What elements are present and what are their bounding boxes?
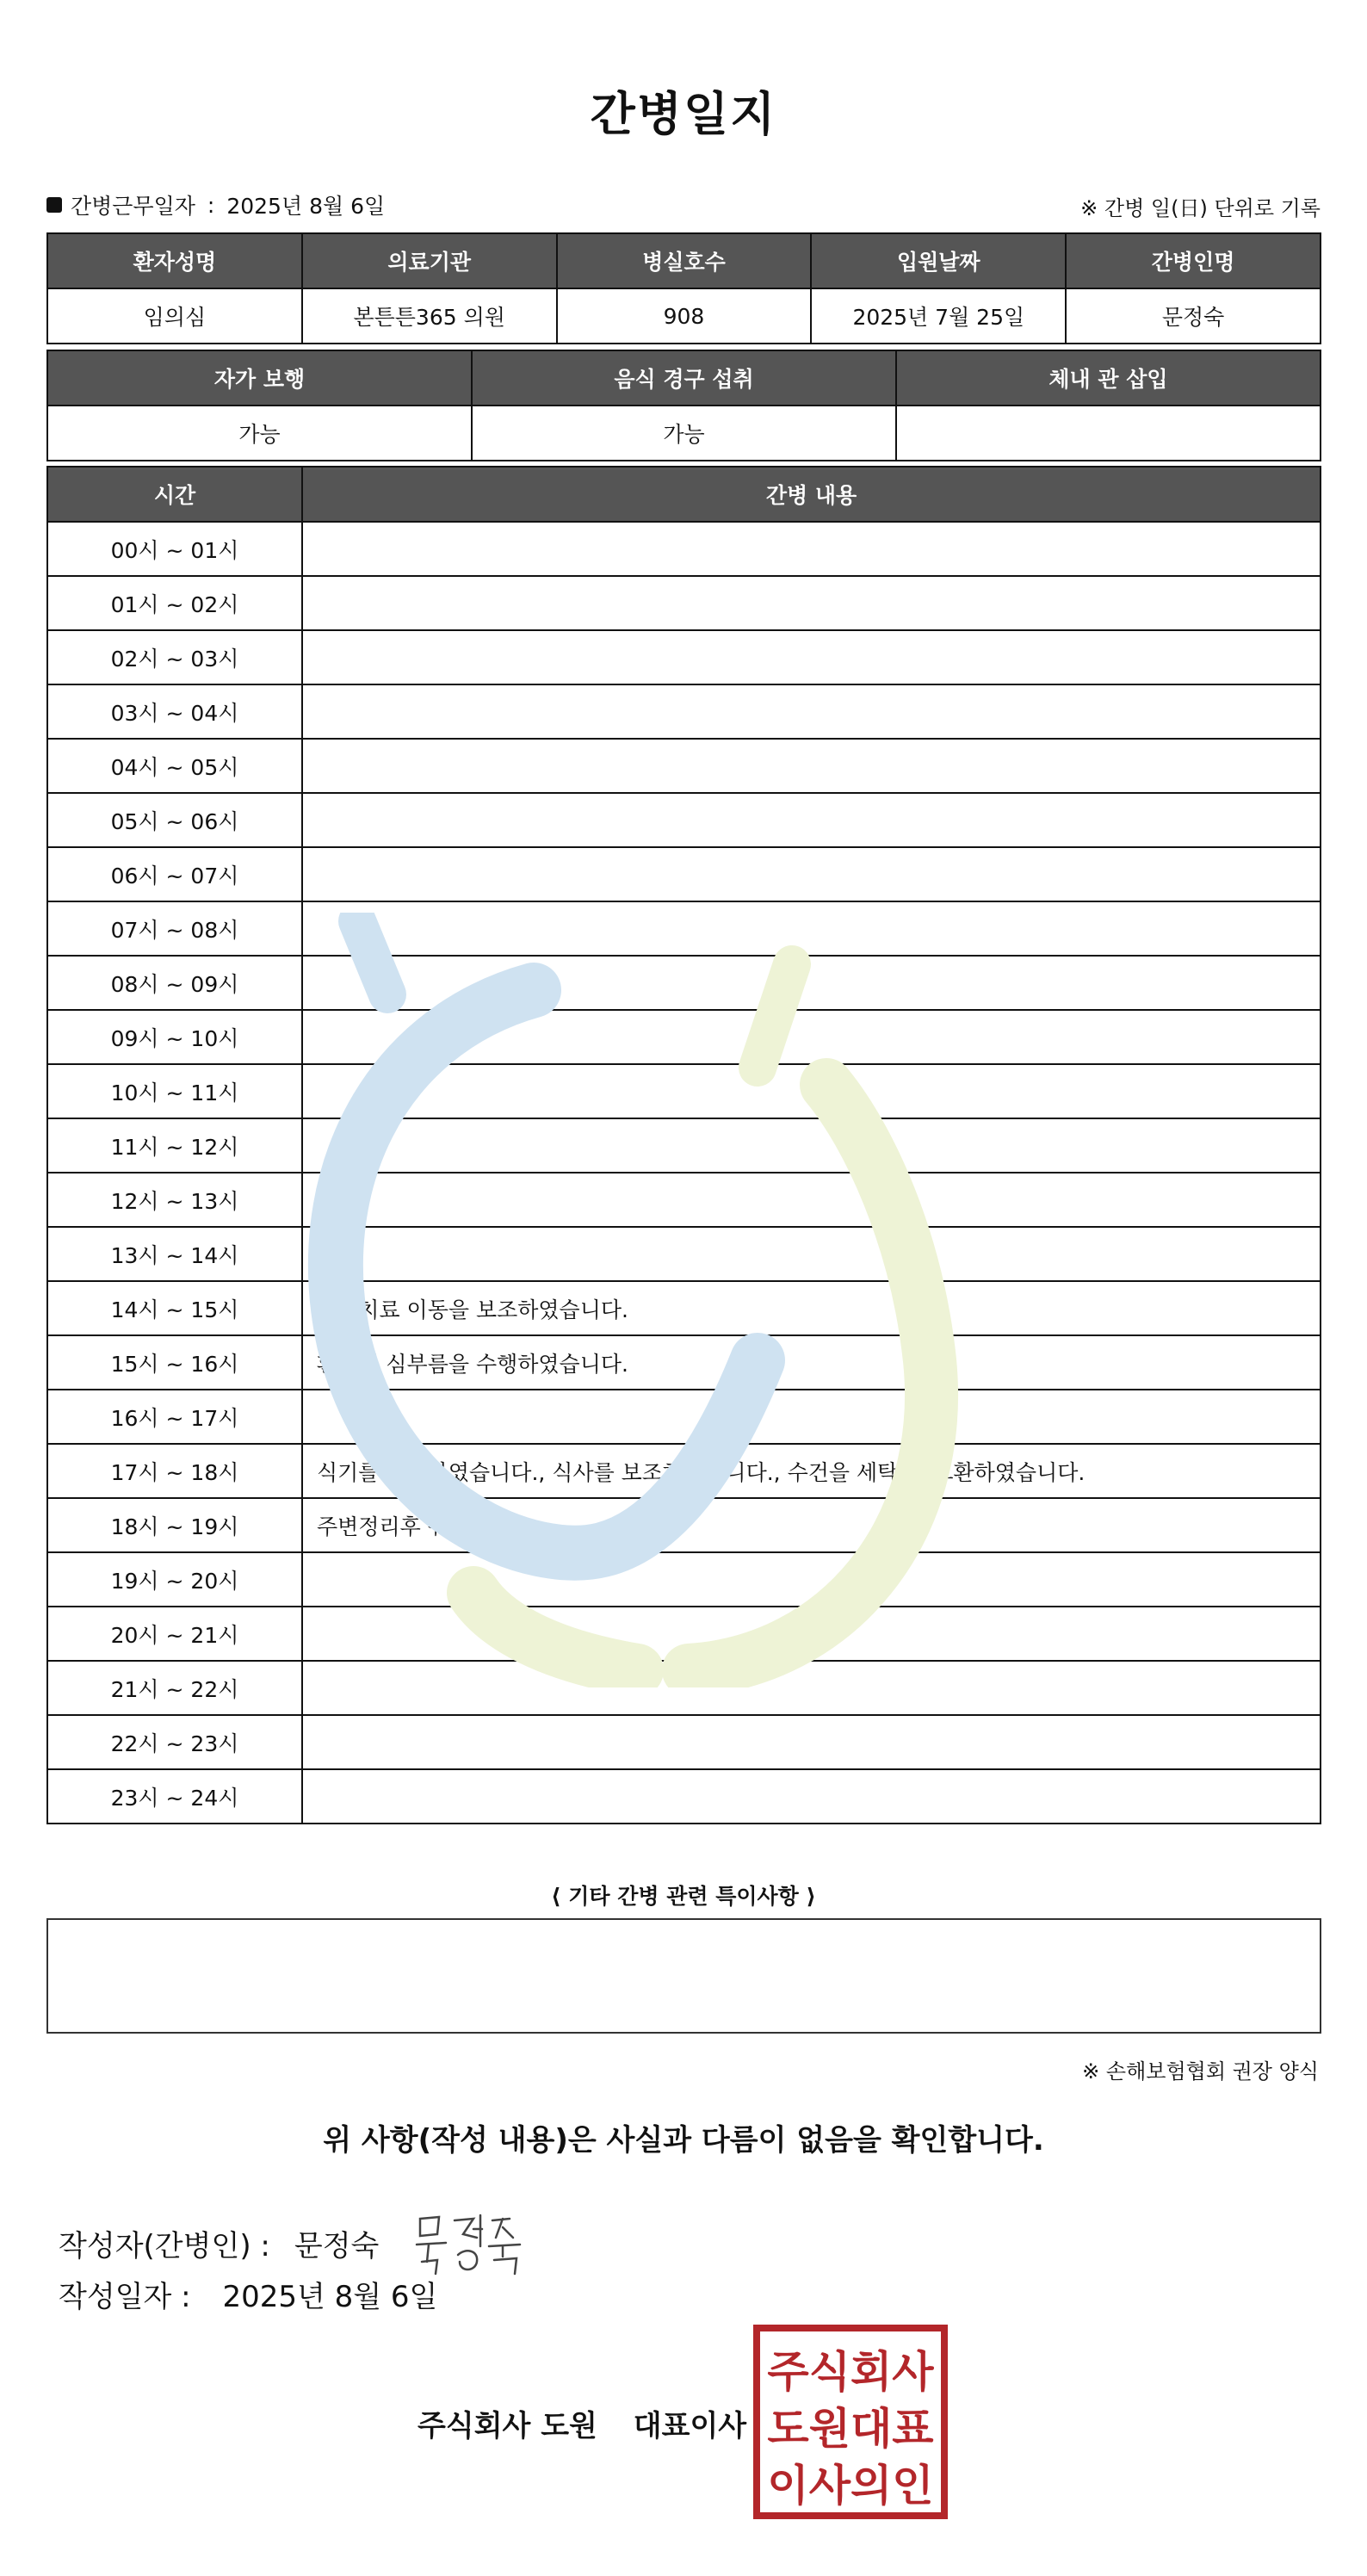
care-content: 환자의 심부름을 수행하였습니다.: [302, 1335, 1321, 1390]
seal-text-line: 도원대표: [767, 2404, 934, 2454]
work-date-label: 간병근무일자: [71, 194, 195, 219]
company-signoff: [418, 2402, 746, 2444]
time-slot: 20시 ~ 21시: [47, 1607, 302, 1661]
write-date-value: 2025년 8월 6일: [222, 2280, 438, 2314]
time-slot: 05시 ~ 06시: [47, 793, 302, 847]
seal-text-line: 주식회사: [767, 2347, 934, 2397]
time-slot: 16시 ~ 17시: [47, 1390, 302, 1444]
table-row: [47, 739, 1321, 793]
time-slot: 01시 ~ 02시: [47, 576, 302, 630]
time-slot: 08시 ~ 09시: [47, 956, 302, 1010]
table-row: [47, 1498, 1321, 1552]
table-row: [47, 847, 1321, 901]
header-room: 병실호수: [557, 233, 812, 288]
care-content: 식기를 반납하였습니다., 식사를 보조하였습니다., 수건을 세탁 후 교환하였습니다.: [302, 1444, 1321, 1498]
header-time: 시간: [47, 467, 302, 522]
time-slot: 13시 ~ 14시: [47, 1227, 302, 1281]
care-content: [302, 739, 1321, 793]
time-slot: 04시 ~ 05시: [47, 739, 302, 793]
work-date-value: 2025년 8월 6일: [226, 194, 386, 219]
hospital-name: 본튼튼365 의원: [302, 288, 557, 344]
care-content: [302, 1552, 1321, 1607]
confirmation-statement: 위 사항(작성 내용)은 사실과 다름이 없음을 확인합니다.: [323, 2123, 1044, 2158]
table-row: [47, 901, 1321, 956]
time-slot: 18시 ~ 19시: [47, 1498, 302, 1552]
care-content: [302, 522, 1321, 576]
info-row: [46, 189, 1321, 224]
table-row: [47, 1281, 1321, 1335]
header-self-walking: 자가 보행: [47, 350, 472, 406]
writer-name: 문정숙: [294, 2228, 380, 2263]
self-walking-value: 가능: [47, 406, 472, 461]
table-row: [47, 522, 1321, 576]
header-hospital: 의료기관: [302, 233, 557, 288]
care-content: 물리치료 이동을 보조하였습니다.: [302, 1281, 1321, 1335]
care-content: [302, 1390, 1321, 1444]
care-content: [302, 956, 1321, 1010]
remarks-title: ⟨ 기타 간병 관련 특이사항 ⟩: [551, 1884, 816, 1909]
time-slot: 15시 ~ 16시: [47, 1335, 302, 1390]
header-oral-intake: 음식 경구 섭취: [472, 350, 896, 406]
care-content: [302, 1715, 1321, 1769]
time-slot: 17시 ~ 18시: [47, 1444, 302, 1498]
care-content: [302, 1010, 1321, 1064]
header-tube-insertion: 체내 관 삽입: [896, 350, 1321, 406]
table-row: [47, 1390, 1321, 1444]
care-content: [302, 576, 1321, 630]
patient-status-table: [46, 350, 1321, 461]
table-row: [47, 1444, 1321, 1498]
representative-title: 대표이사: [633, 2409, 747, 2443]
table-row: [47, 1769, 1321, 1824]
time-slot: 09시 ~ 10시: [47, 1010, 302, 1064]
care-content: [302, 1064, 1321, 1118]
care-content: [302, 793, 1321, 847]
table-row: [47, 1173, 1321, 1227]
seal-text-line: 이사의인: [767, 2461, 934, 2511]
unit-note: ※ 간병 일(日) 단위로 기록: [1080, 196, 1321, 220]
time-slot: 02시 ~ 03시: [47, 630, 302, 684]
table-row: [47, 684, 1321, 739]
care-content: [302, 847, 1321, 901]
care-content: [302, 1607, 1321, 1661]
table-row: [47, 1118, 1321, 1173]
header-caregiver: 간병인명: [1066, 233, 1321, 288]
care-log-table: [46, 466, 1321, 1824]
time-slot: 12시 ~ 13시: [47, 1173, 302, 1227]
time-slot: 21시 ~ 22시: [47, 1661, 302, 1715]
care-content: [302, 630, 1321, 684]
room-number: 908: [557, 288, 812, 344]
table-row: [47, 1064, 1321, 1118]
care-content: [302, 684, 1321, 739]
writer-row: [59, 2208, 525, 2277]
table-row: [47, 1607, 1321, 1661]
tube-insertion-value: [896, 406, 1321, 461]
work-date: [46, 189, 385, 220]
time-slot: 03시 ~ 04시: [47, 684, 302, 739]
time-slot: 07시 ~ 08시: [47, 901, 302, 956]
care-content: [302, 1769, 1321, 1824]
time-slot: 10시 ~ 11시: [47, 1064, 302, 1118]
oral-intake-value: 가능: [472, 406, 896, 461]
table-row: [47, 1715, 1321, 1769]
care-content: [302, 1118, 1321, 1173]
bullet-square-icon: [46, 197, 62, 213]
care-content: [302, 1227, 1321, 1281]
care-content: 주변정리후 귀가: [302, 1498, 1321, 1552]
table-row: [47, 576, 1321, 630]
table-row: [47, 793, 1321, 847]
care-content: [302, 1661, 1321, 1715]
header-admission-date: 입원날짜: [811, 233, 1066, 288]
patient-name: 임의심: [47, 288, 302, 344]
company-name: 주식회사 도원: [418, 2409, 597, 2443]
patient-info-table: [46, 232, 1321, 344]
care-content: [302, 1173, 1321, 1227]
time-slot: 19시 ~ 20시: [47, 1552, 302, 1607]
care-content: [302, 901, 1321, 956]
table-row: [47, 630, 1321, 684]
table-row: [47, 1227, 1321, 1281]
table-row: [47, 1552, 1321, 1607]
writer-label: 작성자(간병인) :: [59, 2228, 270, 2263]
remarks-box: [46, 1918, 1321, 2034]
time-slot: 14시 ~ 15시: [47, 1281, 302, 1335]
table-row: [47, 1010, 1321, 1064]
header-care-content: 간병 내용: [302, 467, 1321, 522]
write-date-label: 작성일자 :: [59, 2280, 191, 2314]
time-slot: 11시 ~ 12시: [47, 1118, 302, 1173]
table-row: [47, 1335, 1321, 1390]
page-title: 간병일지: [590, 87, 777, 141]
care-log-body: [47, 522, 1321, 1824]
time-slot: 22시 ~ 23시: [47, 1715, 302, 1769]
table-row: [47, 1661, 1321, 1715]
caregiver-name: 문정숙: [1066, 288, 1321, 344]
header-patient-name: 환자성명: [47, 233, 302, 288]
handwritten-signature-icon: [413, 2208, 525, 2277]
admission-date: 2025년 7월 25일: [811, 288, 1066, 344]
time-slot: 00시 ~ 01시: [47, 522, 302, 576]
write-date-row: [59, 2273, 437, 2315]
form-note: ※ 손해보험협회 권장 양식: [1082, 2059, 1319, 2084]
company-seal-stamp: [753, 2325, 948, 2519]
time-slot: 06시 ~ 07시: [47, 847, 302, 901]
table-row: [47, 956, 1321, 1010]
work-date-separator: :: [207, 192, 215, 218]
time-slot: 23시 ~ 24시: [47, 1769, 302, 1824]
